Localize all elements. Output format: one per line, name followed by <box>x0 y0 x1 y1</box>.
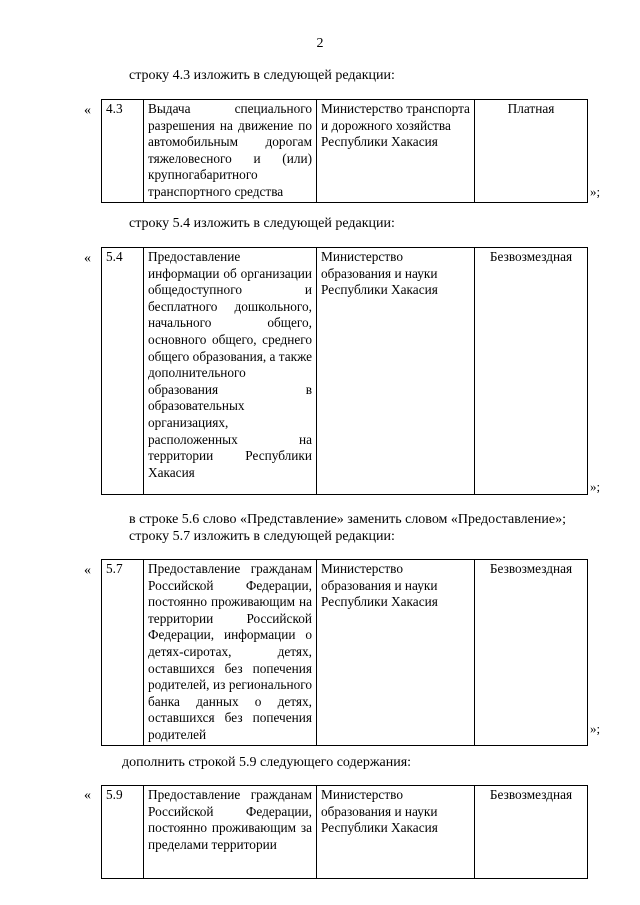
service-name <box>144 560 317 746</box>
row-table-5-9 <box>101 785 588 879</box>
service-name-text: Выдача специального разрешения на движение по автомобильным дорогам тяжеловесного и (или) крупногабаритного транспортного средства <box>148 101 312 199</box>
instruction-row-5-9: дополнить строкой 5.9 следующего содержания: <box>122 755 412 770</box>
table-row <box>102 248 588 495</box>
row-table-5-7 <box>101 559 588 746</box>
row-table-4-3 <box>101 99 588 203</box>
instruction-row-5-7: строку 5.7 изложить в следующей редакции: <box>129 529 395 544</box>
row-number: 5.7 <box>102 560 144 746</box>
authority-name: Министерство образования и науки Республики Хакасия <box>317 248 475 495</box>
quote-open-1: « <box>84 103 91 118</box>
service-name-text: Предоставление гражданам Российской Федерации, постоянно проживающим на территории Российской Федерации, информации о детях-сиротах, детях, оставшихся без попечения родителей, из регионального банка данных о детях, оставшихся без попечения родителей <box>148 561 312 742</box>
fee-type: Платная <box>475 100 588 203</box>
service-name <box>144 786 317 879</box>
row-number: 5.4 <box>102 248 144 495</box>
authority-name: Министерство образования и науки Республики Хакасия <box>317 786 475 879</box>
authority-name: Министерство транспорта и дорожного хозяйства Республики Хакасия <box>317 100 475 203</box>
quote-close-3: »; <box>590 721 601 736</box>
quote-open-3: « <box>84 563 91 578</box>
table-row <box>102 100 588 203</box>
instruction-row-5-6: в строке 5.6 слово «Представление» заменить словом «Предоставление»; <box>129 512 566 527</box>
service-name-text: Предоставление гражданам Российской Федерации, постоянно проживающим за пределами территории <box>148 787 312 852</box>
fee-type: Безвозмездная <box>475 560 588 746</box>
page-bottom-edge <box>97 886 597 905</box>
row-table-5-4 <box>101 247 588 495</box>
fee-type: Безвозмездная <box>475 248 588 495</box>
fee-type: Безвозмездная <box>475 786 588 879</box>
quote-close-2: »; <box>590 479 601 494</box>
quote-open-2: « <box>84 251 91 266</box>
instruction-row-4-3: строку 4.3 изложить в следующей редакции: <box>129 68 395 83</box>
authority-name: Министерство образования и науки Республики Хакасия <box>317 560 475 746</box>
page-number: 2 <box>316 36 324 51</box>
table-row <box>102 560 588 746</box>
service-name-text: Предоставление информации об организации общедоступного и бесплатного дошкольного, начального общего, основного общего, среднего общего образования, а также дополнительного образования в образовательных организациях, расположенных на территории Республики Хакасия <box>148 249 312 480</box>
quote-open-4: « <box>84 788 91 803</box>
instruction-row-5-4: строку 5.4 изложить в следующей редакции: <box>129 216 395 231</box>
row-number: 5.9 <box>102 786 144 879</box>
row-number: 4.3 <box>102 100 144 203</box>
table-row <box>102 786 588 879</box>
service-name <box>144 100 317 203</box>
quote-close-1: »; <box>590 184 601 199</box>
service-name <box>144 248 317 495</box>
